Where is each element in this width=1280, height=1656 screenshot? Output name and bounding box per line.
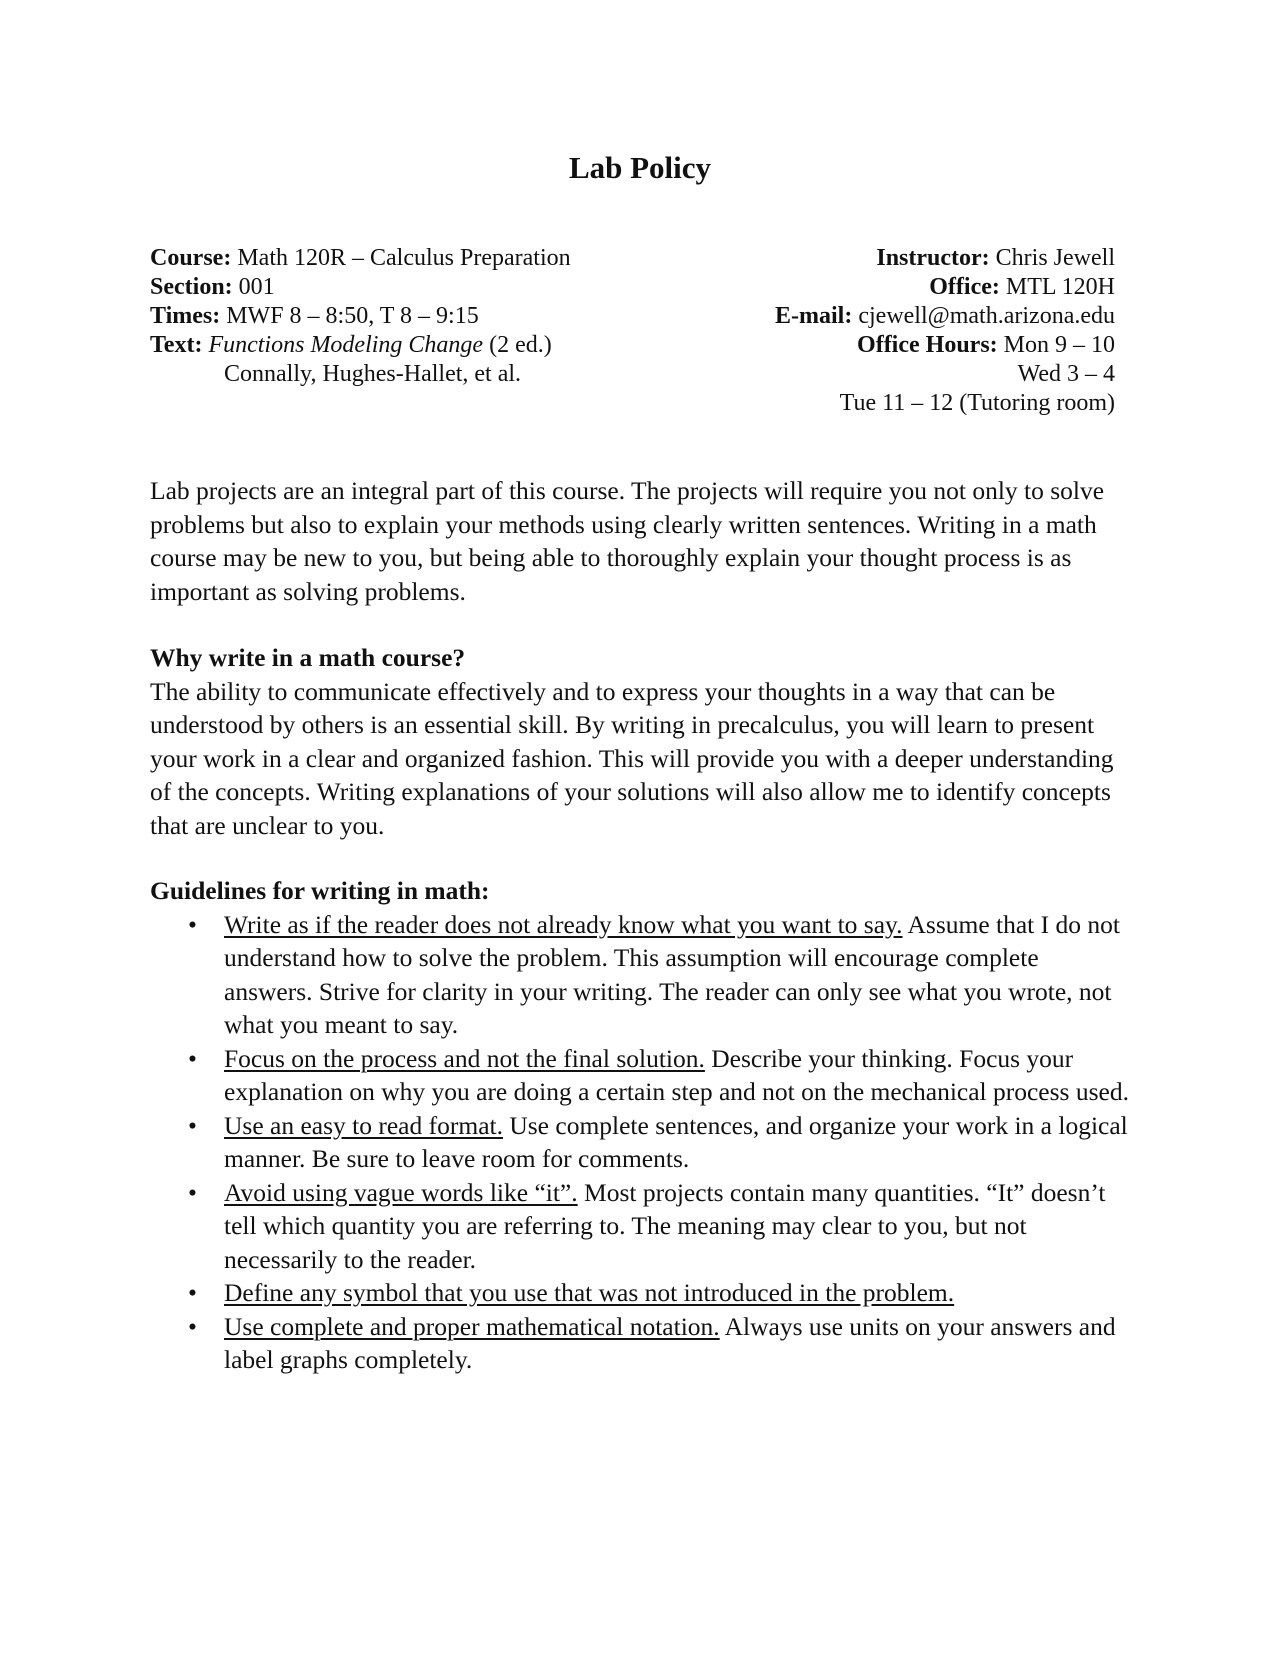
office-hours-tue: Tue 11 – 12 (Tutoring room) <box>839 390 1115 416</box>
why-section <box>150 641 1130 842</box>
guideline-lead: Avoid using vague words like “it”. <box>224 1177 578 1207</box>
guidelines-section <box>150 874 1130 1377</box>
text-edition: (2 ed.) <box>489 332 552 358</box>
instructor-value: Chris Jewell <box>995 245 1115 271</box>
text-title: Functions Modeling Change <box>208 332 484 358</box>
text-label: Text: <box>150 332 203 358</box>
intro-paragraph: Lab projects are an integral part of this course. The projects will require you not only to solve problems but also to explain your methods using clearly written sentences. Writing in a math course may be new to you, but being able to thoroughly explain your thought process is as important as solving problems. <box>150 476 1105 606</box>
office-hours-line <box>555 331 1115 360</box>
why-body: The ability to communicate effectively and to express your thoughts in a way that can be understood by others is an essential skill. By writing in precalculus, you will learn to present your work in a clear and organized fashion. This will provide you with a deeper understanding of the concepts. Writing explanations of your solutions will also allow me to identify concepts that are unclear to you. <box>150 676 1114 840</box>
guideline-lead: Use an easy to read format. <box>224 1110 503 1140</box>
list-item <box>150 1042 1130 1109</box>
email-label: E-mail: <box>775 303 853 329</box>
guidelines-list <box>150 908 1130 1377</box>
section-value: 001 <box>238 274 275 300</box>
bullet-icon: • <box>188 1311 197 1341</box>
instructor-label: Instructor: <box>876 245 990 271</box>
times-label: Times: <box>150 303 221 329</box>
guideline-lead: Define any symbol that you use that was not introduced in the problem. <box>224 1278 955 1307</box>
list-item <box>150 1109 1130 1176</box>
why-heading: Why write in a math course? <box>150 643 466 672</box>
page-title: Lab Policy <box>568 150 712 185</box>
bullet-icon: • <box>188 909 197 939</box>
office-label: Office: <box>929 274 1000 300</box>
guideline-text: Describe your thinking. Focus your explanation on why you are doing a certain step and not on the mechanical process used. <box>224 1043 1129 1106</box>
list-item <box>150 1276 1130 1310</box>
guideline-lead: Focus on the process and not the final solution. <box>224 1043 705 1073</box>
bullet-icon: • <box>188 1278 197 1307</box>
guideline-text: Use complete sentences, and organize your work in a logical manner. Be sure to leave room for comments. <box>224 1110 1128 1173</box>
guideline-lead: Write as if the reader does not already know what you want to say. <box>224 909 903 939</box>
guideline-text: Most projects contain many quantities. “It” doesn’t tell which quantity you are referring to. The meaning may clear to you, but not necessarily to the reader. <box>224 1177 1106 1274</box>
list-item <box>150 1176 1130 1277</box>
times-value: MWF 8 – 8:50, T 8 – 9:15 <box>226 303 479 329</box>
text-authors: Connally, Hughes-Hallet, et al. <box>224 361 522 387</box>
bullet-icon: • <box>188 1043 197 1073</box>
email-value: cjewell@math.arizona.edu <box>858 303 1115 329</box>
guideline-text: Assume that I do not understand how to solve the problem. This assumption will encourage complete answers. Strive for clarity in your writing. The reader can only see what you wrote, not what you meant to say. <box>224 909 1120 1039</box>
guidelines-heading: Guidelines for writing in math: <box>150 876 490 905</box>
office-hours-label: Office Hours: <box>857 332 998 358</box>
office-hours-mon: Mon 9 – 10 <box>1003 332 1115 358</box>
email-line <box>555 302 1115 331</box>
course-label: Course: <box>150 245 232 271</box>
list-item <box>150 1310 1130 1377</box>
instructor-info <box>555 244 1115 418</box>
course-value: Math 120R – Calculus Preparation <box>237 245 571 271</box>
office-hours-wed: Wed 3 – 4 <box>1017 361 1115 387</box>
bullet-icon: • <box>188 1110 197 1140</box>
instructor-line <box>555 244 1115 273</box>
section-label: Section: <box>150 274 233 300</box>
office-value: MTL 120H <box>1005 274 1115 300</box>
guideline-text: Always use units on your answers and label graphs completely. <box>224 1311 1116 1374</box>
office-line <box>555 273 1115 302</box>
bullet-icon: • <box>188 1177 197 1207</box>
guideline-lead: Use complete and proper mathematical notation. <box>224 1311 720 1341</box>
list-item <box>150 908 1130 1042</box>
